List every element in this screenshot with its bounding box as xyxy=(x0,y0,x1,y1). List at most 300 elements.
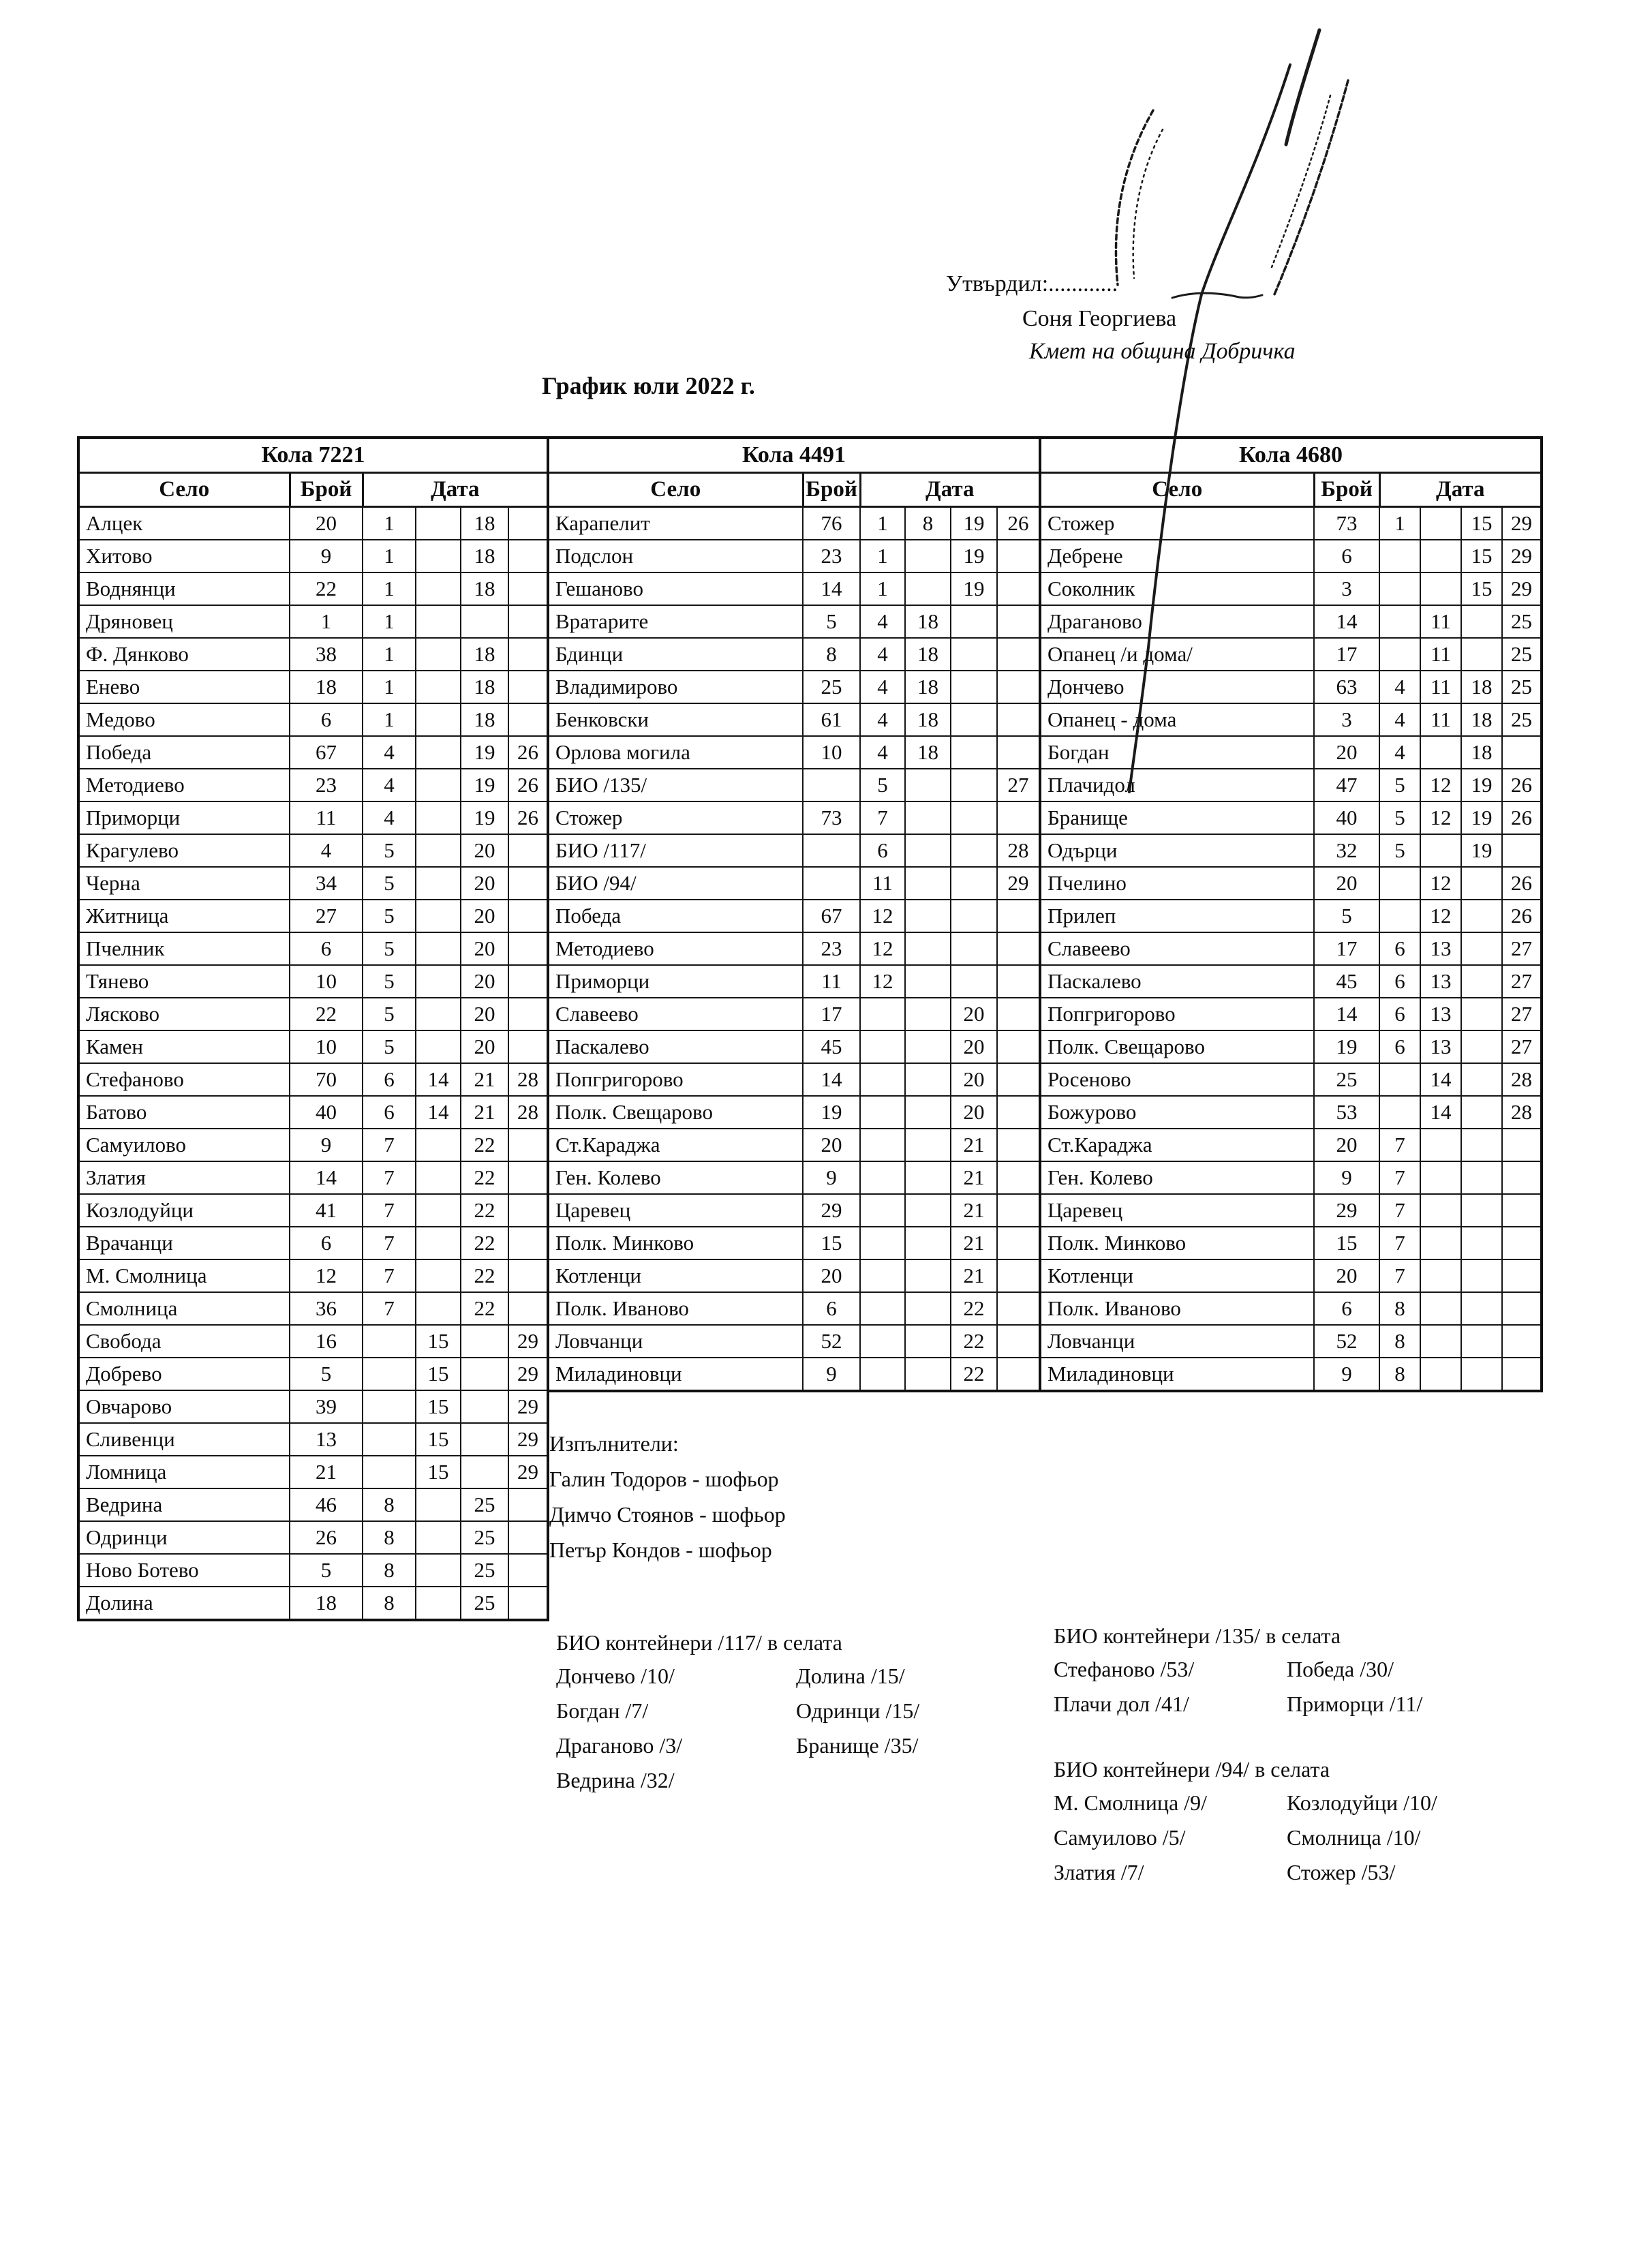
date-cell: 29 xyxy=(997,867,1040,900)
date-cell xyxy=(951,932,997,965)
bio-entry: Победа /30/ xyxy=(1287,1657,1394,1681)
bio-heading: БИО контейнери /94/ в селата xyxy=(1054,1757,1330,1782)
count-cell: 27 xyxy=(290,900,363,932)
date-cell: 7 xyxy=(363,1227,416,1259)
count-cell: 13 xyxy=(290,1423,363,1456)
count-cell: 19 xyxy=(803,1096,860,1129)
count-cell: 5 xyxy=(1314,900,1379,932)
table-row xyxy=(548,801,1040,834)
table-row xyxy=(78,834,548,867)
date-cell xyxy=(951,638,997,671)
date-cell xyxy=(1420,1161,1461,1194)
date-cell xyxy=(1461,1063,1502,1096)
date-cell xyxy=(1379,1096,1420,1129)
village-cell: Божурово xyxy=(1040,1096,1314,1129)
village-cell: Полк. Иваново xyxy=(548,1292,803,1325)
date-cell xyxy=(508,605,548,638)
date-cell: 18 xyxy=(1461,703,1502,736)
bio-entry: Плачи дол /41/ xyxy=(1054,1692,1189,1716)
count-cell: 8 xyxy=(803,638,860,671)
date-cell: 20 xyxy=(461,834,508,867)
table-row xyxy=(548,1161,1040,1194)
date-cell xyxy=(1379,540,1420,572)
date-cell: 19 xyxy=(1461,769,1502,801)
village-cell: Ново Ботево xyxy=(78,1554,290,1587)
date-cell xyxy=(997,1096,1040,1129)
date-cell: 22 xyxy=(461,1292,508,1325)
count-cell: 20 xyxy=(1314,1259,1379,1292)
date-cell xyxy=(997,1358,1040,1391)
date-cell xyxy=(416,507,461,540)
village-cell: Стожер xyxy=(548,801,803,834)
table-row xyxy=(1040,965,1542,998)
count-cell: 14 xyxy=(290,1161,363,1194)
count-cell: 10 xyxy=(290,1030,363,1063)
count-cell: 38 xyxy=(290,638,363,671)
count-cell: 73 xyxy=(803,801,860,834)
date-cell xyxy=(997,801,1040,834)
column-header-count: Брой xyxy=(1314,473,1379,507)
village-cell: Царевец xyxy=(548,1194,803,1227)
bio-row xyxy=(556,1698,919,1724)
table-row xyxy=(1040,900,1542,932)
date-cell xyxy=(416,540,461,572)
date-cell: 28 xyxy=(1502,1063,1542,1096)
column-header-date: Дата xyxy=(860,473,1040,507)
date-cell: 8 xyxy=(1379,1325,1420,1358)
village-cell: Дряновец xyxy=(78,605,290,638)
village-cell: Орлова могила xyxy=(548,736,803,769)
column-header-village: Село xyxy=(1040,473,1314,507)
count-cell: 23 xyxy=(803,540,860,572)
count-cell: 23 xyxy=(803,932,860,965)
village-cell: Гешаново xyxy=(548,572,803,605)
date-cell: 22 xyxy=(951,1358,997,1391)
date-cell xyxy=(1420,507,1461,540)
date-cell: 18 xyxy=(905,638,951,671)
table-row xyxy=(78,1521,548,1554)
table-row xyxy=(1040,1194,1542,1227)
table-row xyxy=(548,900,1040,932)
date-cell xyxy=(416,1521,461,1554)
stamp-arc-right-inner-icon xyxy=(1272,95,1330,267)
date-cell: 1 xyxy=(363,671,416,703)
village-cell: Бранище xyxy=(1040,801,1314,834)
date-cell: 5 xyxy=(363,932,416,965)
date-cell: 21 xyxy=(461,1063,508,1096)
date-cell: 6 xyxy=(1379,1030,1420,1063)
count-cell: 20 xyxy=(1314,1129,1379,1161)
date-cell xyxy=(508,1129,548,1161)
executor-item: Галин Тодоров - шофьор xyxy=(549,1467,779,1491)
date-cell xyxy=(416,638,461,671)
car-title: Кола 7221 xyxy=(78,438,548,473)
village-cell: Ломница xyxy=(78,1456,290,1488)
date-cell: 28 xyxy=(1502,1096,1542,1129)
date-cell: 22 xyxy=(461,1227,508,1259)
date-cell xyxy=(508,540,548,572)
village-cell: Овчарово xyxy=(78,1390,290,1423)
bio-entry: Стожер /53/ xyxy=(1287,1860,1396,1884)
table-row xyxy=(1040,1227,1542,1259)
date-cell xyxy=(951,769,997,801)
village-cell: Енево xyxy=(78,671,290,703)
date-cell: 22 xyxy=(461,1129,508,1161)
date-cell xyxy=(416,671,461,703)
date-cell xyxy=(461,1358,508,1390)
table-row xyxy=(548,1227,1040,1259)
table-row xyxy=(548,703,1040,736)
date-cell: 19 xyxy=(461,769,508,801)
date-cell xyxy=(997,1259,1040,1292)
date-cell: 19 xyxy=(461,736,508,769)
village-cell: Ловчанци xyxy=(1040,1325,1314,1358)
date-cell xyxy=(1420,1358,1461,1391)
bio-section-117 xyxy=(556,1630,919,1803)
village-cell: Богдан xyxy=(1040,736,1314,769)
column-header-village: Село xyxy=(548,473,803,507)
date-cell xyxy=(508,572,548,605)
date-cell: 5 xyxy=(363,900,416,932)
date-cell: 15 xyxy=(416,1456,461,1488)
count-cell: 9 xyxy=(803,1161,860,1194)
date-cell xyxy=(951,671,997,703)
date-cell: 8 xyxy=(363,1587,416,1620)
date-cell: 5 xyxy=(363,1030,416,1063)
village-cell: Стефаново xyxy=(78,1063,290,1096)
village-cell: Ведрина xyxy=(78,1488,290,1521)
date-cell: 29 xyxy=(508,1325,548,1358)
date-cell: 14 xyxy=(416,1063,461,1096)
village-cell: Долина xyxy=(78,1587,290,1620)
date-cell: 25 xyxy=(1502,638,1542,671)
table-row xyxy=(78,965,548,998)
bio-entry: Самуилово /5/ xyxy=(1054,1825,1186,1850)
count-cell: 19 xyxy=(1314,1030,1379,1063)
date-cell: 4 xyxy=(363,736,416,769)
count-cell: 11 xyxy=(803,965,860,998)
table-row xyxy=(1040,703,1542,736)
village-cell: Медово xyxy=(78,703,290,736)
bio-entry: Богдан /7/ xyxy=(556,1698,649,1723)
date-cell: 27 xyxy=(1502,1030,1542,1063)
date-cell xyxy=(951,605,997,638)
date-cell: 8 xyxy=(363,1488,416,1521)
count-cell: 17 xyxy=(803,998,860,1030)
date-cell: 1 xyxy=(363,703,416,736)
date-cell: 22 xyxy=(951,1292,997,1325)
table-row xyxy=(1040,1325,1542,1358)
date-cell: 6 xyxy=(860,834,905,867)
village-cell: Бдинци xyxy=(548,638,803,671)
date-cell xyxy=(997,736,1040,769)
bio-entry: Драганово /3/ xyxy=(556,1733,683,1758)
date-cell: 4 xyxy=(860,671,905,703)
village-cell: Миладиновци xyxy=(548,1358,803,1391)
date-cell: 8 xyxy=(1379,1292,1420,1325)
date-cell: 15 xyxy=(1461,507,1502,540)
table-row xyxy=(78,1096,548,1129)
date-cell xyxy=(461,1390,508,1423)
bio-entry: Златия /7/ xyxy=(1054,1860,1144,1884)
count-cell: 5 xyxy=(290,1358,363,1390)
date-cell xyxy=(508,1292,548,1325)
count-cell xyxy=(803,834,860,867)
date-cell xyxy=(1502,1325,1542,1358)
date-cell xyxy=(997,998,1040,1030)
count-cell: 12 xyxy=(290,1259,363,1292)
count-cell: 63 xyxy=(1314,671,1379,703)
date-cell xyxy=(508,507,548,540)
table-row xyxy=(1040,1063,1542,1096)
bio-entry: Козлодуйци /10/ xyxy=(1287,1790,1437,1815)
date-cell: 6 xyxy=(363,1096,416,1129)
village-cell: Пчелино xyxy=(1040,867,1314,900)
date-cell: 12 xyxy=(860,932,905,965)
date-cell xyxy=(997,1227,1040,1259)
count-cell: 18 xyxy=(290,671,363,703)
table-row xyxy=(548,1325,1040,1358)
date-cell: 27 xyxy=(1502,998,1542,1030)
date-cell: 18 xyxy=(1461,671,1502,703)
bio-entry: Долина /15/ xyxy=(796,1664,905,1688)
table-row xyxy=(78,867,548,900)
date-cell: 26 xyxy=(1502,801,1542,834)
table-row xyxy=(1040,1358,1542,1391)
village-cell: Ф. Дянково xyxy=(78,638,290,671)
village-cell: Добрево xyxy=(78,1358,290,1390)
table-row xyxy=(1040,1129,1542,1161)
date-cell: 19 xyxy=(951,572,997,605)
bio-rows xyxy=(1054,1657,1422,1717)
date-cell xyxy=(1461,1358,1502,1391)
table-row xyxy=(548,867,1040,900)
village-cell: Методиево xyxy=(78,769,290,801)
date-cell: 6 xyxy=(1379,998,1420,1030)
count-cell: 29 xyxy=(803,1194,860,1227)
date-cell: 18 xyxy=(461,540,508,572)
date-cell xyxy=(1461,1325,1502,1358)
date-cell: 4 xyxy=(860,736,905,769)
date-cell xyxy=(905,1358,951,1391)
bio-entry: Стефаново /53/ xyxy=(1054,1657,1195,1681)
date-cell xyxy=(1379,638,1420,671)
table-row xyxy=(78,1390,548,1423)
date-cell xyxy=(997,932,1040,965)
count-cell: 40 xyxy=(1314,801,1379,834)
count-cell: 15 xyxy=(803,1227,860,1259)
table-row xyxy=(78,1259,548,1292)
date-cell: 25 xyxy=(1502,605,1542,638)
date-cell: 8 xyxy=(363,1554,416,1587)
village-cell: Методиево xyxy=(548,932,803,965)
table-row xyxy=(548,638,1040,671)
date-cell: 5 xyxy=(363,834,416,867)
date-cell: 19 xyxy=(951,540,997,572)
table-row xyxy=(1040,1161,1542,1194)
date-cell: 7 xyxy=(1379,1129,1420,1161)
date-cell xyxy=(951,965,997,998)
date-cell xyxy=(1420,736,1461,769)
count-cell: 73 xyxy=(1314,507,1379,540)
date-cell: 20 xyxy=(951,998,997,1030)
date-cell xyxy=(363,1358,416,1390)
date-cell xyxy=(997,572,1040,605)
bio-heading: БИО контейнери /135/ в селата xyxy=(1054,1623,1341,1648)
count-cell: 14 xyxy=(803,1063,860,1096)
date-cell: 12 xyxy=(860,965,905,998)
date-cell xyxy=(363,1423,416,1456)
date-cell: 12 xyxy=(1420,769,1461,801)
executor-item: Петър Кондов - шофьор xyxy=(549,1538,772,1562)
stamp-arc-left-inner-icon xyxy=(1133,129,1163,278)
date-cell: 21 xyxy=(951,1161,997,1194)
date-cell xyxy=(508,1030,548,1063)
date-cell: 20 xyxy=(461,965,508,998)
date-cell xyxy=(860,1096,905,1129)
village-cell: Вратарите xyxy=(548,605,803,638)
table-row xyxy=(548,736,1040,769)
table-row xyxy=(548,540,1040,572)
date-cell: 7 xyxy=(1379,1161,1420,1194)
date-cell: 28 xyxy=(997,834,1040,867)
date-cell xyxy=(997,671,1040,703)
date-cell xyxy=(997,1030,1040,1063)
date-cell xyxy=(1461,1129,1502,1161)
date-cell xyxy=(461,1456,508,1488)
date-cell: 13 xyxy=(1420,1030,1461,1063)
village-cell: Хитово xyxy=(78,540,290,572)
table-row xyxy=(1040,572,1542,605)
table-row xyxy=(78,932,548,965)
date-cell xyxy=(905,1063,951,1096)
date-cell: 8 xyxy=(363,1521,416,1554)
date-cell xyxy=(416,1030,461,1063)
date-cell: 21 xyxy=(951,1259,997,1292)
date-cell xyxy=(508,1587,548,1620)
schedule-table-kola-7221 xyxy=(77,436,549,1621)
date-cell: 5 xyxy=(363,867,416,900)
village-cell: Козлодуйци xyxy=(78,1194,290,1227)
date-cell: 21 xyxy=(461,1096,508,1129)
table-row xyxy=(548,769,1040,801)
date-cell xyxy=(905,1325,951,1358)
village-cell: Приморци xyxy=(78,801,290,834)
table-row xyxy=(1040,801,1542,834)
date-cell xyxy=(1379,572,1420,605)
table-row xyxy=(1040,507,1542,540)
village-cell: Полк. Минково xyxy=(548,1227,803,1259)
column-header-date: Дата xyxy=(1379,473,1542,507)
table-row xyxy=(1040,1259,1542,1292)
date-cell: 29 xyxy=(1502,507,1542,540)
count-cell: 9 xyxy=(1314,1358,1379,1391)
date-cell: 19 xyxy=(951,507,997,540)
date-cell: 6 xyxy=(1379,932,1420,965)
table-row xyxy=(1040,638,1542,671)
date-cell xyxy=(508,1259,548,1292)
table-row xyxy=(1040,769,1542,801)
date-cell xyxy=(363,1456,416,1488)
count-cell: 6 xyxy=(290,932,363,965)
date-cell xyxy=(1502,834,1542,867)
date-cell: 1 xyxy=(860,572,905,605)
date-cell: 1 xyxy=(363,507,416,540)
bio-entry: Приморци /11/ xyxy=(1287,1692,1423,1716)
count-cell: 3 xyxy=(1314,572,1379,605)
date-cell: 27 xyxy=(1502,932,1542,965)
date-cell xyxy=(416,867,461,900)
date-cell: 29 xyxy=(1502,572,1542,605)
count-cell: 6 xyxy=(803,1292,860,1325)
date-cell xyxy=(416,801,461,834)
date-cell: 18 xyxy=(905,703,951,736)
count-cell: 14 xyxy=(803,572,860,605)
table-row xyxy=(548,671,1040,703)
date-cell: 11 xyxy=(1420,638,1461,671)
car-title: Кола 4680 xyxy=(1040,438,1542,473)
date-cell: 21 xyxy=(951,1227,997,1259)
table-row xyxy=(78,736,548,769)
table-row xyxy=(78,638,548,671)
village-cell: Паскалево xyxy=(1040,965,1314,998)
date-cell xyxy=(508,998,548,1030)
count-cell: 76 xyxy=(803,507,860,540)
count-cell: 11 xyxy=(290,801,363,834)
date-cell: 4 xyxy=(1379,736,1420,769)
count-cell: 9 xyxy=(290,540,363,572)
village-cell: Ген. Колево xyxy=(548,1161,803,1194)
date-cell: 15 xyxy=(416,1423,461,1456)
date-cell: 25 xyxy=(1502,671,1542,703)
date-cell xyxy=(1461,998,1502,1030)
table-row xyxy=(548,1096,1040,1129)
date-cell: 5 xyxy=(1379,834,1420,867)
village-cell: Сливенци xyxy=(78,1423,290,1456)
table-row xyxy=(1040,736,1542,769)
date-cell xyxy=(508,638,548,671)
count-cell: 20 xyxy=(290,507,363,540)
date-cell: 7 xyxy=(1379,1227,1420,1259)
approver-title: Кмет на община Добричка xyxy=(1029,339,1296,364)
date-cell: 14 xyxy=(1420,1096,1461,1129)
table-row xyxy=(78,671,548,703)
date-cell: 7 xyxy=(363,1292,416,1325)
date-cell: 29 xyxy=(508,1390,548,1423)
date-cell: 29 xyxy=(508,1358,548,1390)
table-row xyxy=(78,1358,548,1390)
date-cell xyxy=(860,1129,905,1161)
count-cell: 20 xyxy=(1314,736,1379,769)
village-cell: Врачанци xyxy=(78,1227,290,1259)
bio-entry: Смолница /10/ xyxy=(1287,1825,1421,1850)
date-cell xyxy=(905,1292,951,1325)
count-cell: 46 xyxy=(290,1488,363,1521)
count-cell: 14 xyxy=(1314,605,1379,638)
table-row xyxy=(78,1587,548,1620)
village-cell: Свобода xyxy=(78,1325,290,1358)
count-cell: 3 xyxy=(1314,703,1379,736)
date-cell xyxy=(1502,1358,1542,1391)
village-cell: Попгригорово xyxy=(548,1063,803,1096)
date-cell: 20 xyxy=(461,867,508,900)
village-cell: Алцек xyxy=(78,507,290,540)
date-cell: 29 xyxy=(508,1423,548,1456)
date-cell xyxy=(416,932,461,965)
date-cell xyxy=(951,900,997,932)
count-cell: 6 xyxy=(1314,1292,1379,1325)
date-cell xyxy=(905,932,951,965)
